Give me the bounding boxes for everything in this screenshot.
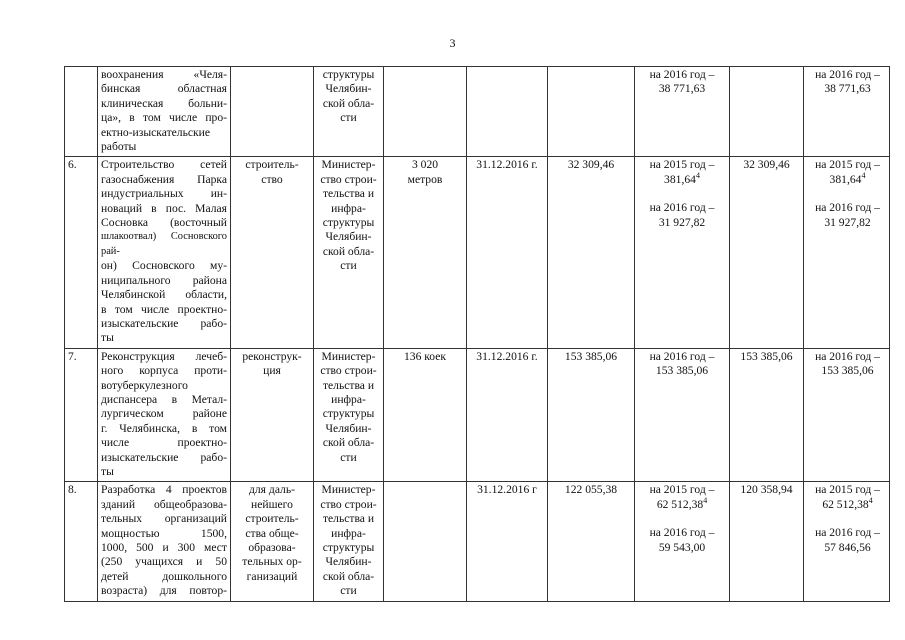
work-type-cell: для даль- нейшего строитель- ства обще- образова- тельных ор- ганизаций [231, 482, 314, 601]
capacity-cell [384, 67, 467, 157]
total-cell [730, 67, 804, 157]
responsible-org-cell: Министер- ство строи- тельства и инфра- структуры Челябин- ской обла- сти [314, 348, 384, 482]
object-name-cell: Разработка 4 проектов зданий общеобразова- тельных организаций мощностью 1500, 1000, 500 и 300 мест (250 учащихся и 50 детей дошкольного возраста) для повтор- [98, 482, 231, 601]
budget-cell: на 2016 год – 153 385,06 [804, 348, 890, 482]
row-number-cell [65, 67, 98, 157]
deadline-cell: 31.12.2016 г. [467, 157, 548, 348]
financing-cell: на 2015 год – 381,64$^4$ на 2016 год – 31 927,82 [635, 157, 730, 348]
table-row [65, 482, 890, 601]
budget-cell: на 2015 год – 381,64$^4$ на 2016 год – 31 927,82 [804, 157, 890, 348]
capacity-cell: 3 020 метров [384, 157, 467, 348]
deadline-cell [467, 67, 548, 157]
responsible-org-cell: Министер- ство строи- тельства и инфра- структуры Челябин- ской обла- сти [314, 157, 384, 348]
table-row [65, 67, 890, 157]
object-name-cell: воохранения «Челя- бинская областная клиническая больни- ца», в том числе про- ектно-изыскательские работы [98, 67, 231, 157]
row-number-cell: 8. [65, 482, 98, 601]
objects-table [64, 66, 890, 602]
footnote-marker: 4 [703, 495, 708, 505]
total-cell: 153 385,06 [730, 348, 804, 482]
footnote-marker: 4 [695, 170, 700, 180]
estimated-cost-cell: 122 055,38 [548, 482, 635, 601]
total-cell: 120 358,94 [730, 482, 804, 601]
object-name-cell: Строительство сетей газоснабжения Парка индустриальных ин- новаций в пос. Малая Сосновка (восточный шлакоотвал) Сосновского рай- он) Сосновского му- ниципального района Челябинской области, в том числе проектно- изыскательские рабо- ты [98, 157, 231, 348]
work-type-cell: строитель- ство [231, 157, 314, 348]
responsible-org-cell: структуры Челябин- ской обла- сти [314, 67, 384, 157]
table-row [65, 157, 890, 348]
table-row [65, 348, 890, 482]
estimated-cost-cell: 153 385,06 [548, 348, 635, 482]
page-number: 3 [449, 36, 456, 50]
row-number-cell: 6. [65, 157, 98, 348]
total-cell: 32 309,46 [730, 157, 804, 348]
responsible-org-cell: Министер- ство строи- тельства и инфра- структуры Челябин- ской обла- сти [314, 482, 384, 601]
footnote-marker: 4 [868, 495, 873, 505]
financing-cell: на 2016 год – 38 771,63 [635, 67, 730, 157]
object-name-cell: Реконструкция лечеб- ного корпуса проти- вотуберкулезного диспансера в Метал- лургическом районе г. Челябинска, в том числе проектно- изыскательские рабо- ты [98, 348, 231, 482]
work-type-cell [231, 67, 314, 157]
estimated-cost-cell [548, 67, 635, 157]
capacity-cell: 136 коек [384, 348, 467, 482]
footnote-marker: 4 [861, 170, 866, 180]
estimated-cost-cell: 32 309,46 [548, 157, 635, 348]
deadline-cell: 31.12.2016 г. [467, 348, 548, 482]
work-type-cell: реконструк- ция [231, 348, 314, 482]
financing-cell: на 2015 год – 62 512,38$^4$ на 2016 год – 59 543,00 [635, 482, 730, 601]
row-number-cell: 7. [65, 348, 98, 482]
budget-cell: на 2016 год – 38 771,63 [804, 67, 890, 157]
deadline-cell: 31.12.2016 г [467, 482, 548, 601]
budget-cell: на 2015 год – 62 512,38$^4$ на 2016 год – 57 846,56 [804, 482, 890, 601]
capacity-cell [384, 482, 467, 601]
financing-cell: на 2016 год – 153 385,06 [635, 348, 730, 482]
